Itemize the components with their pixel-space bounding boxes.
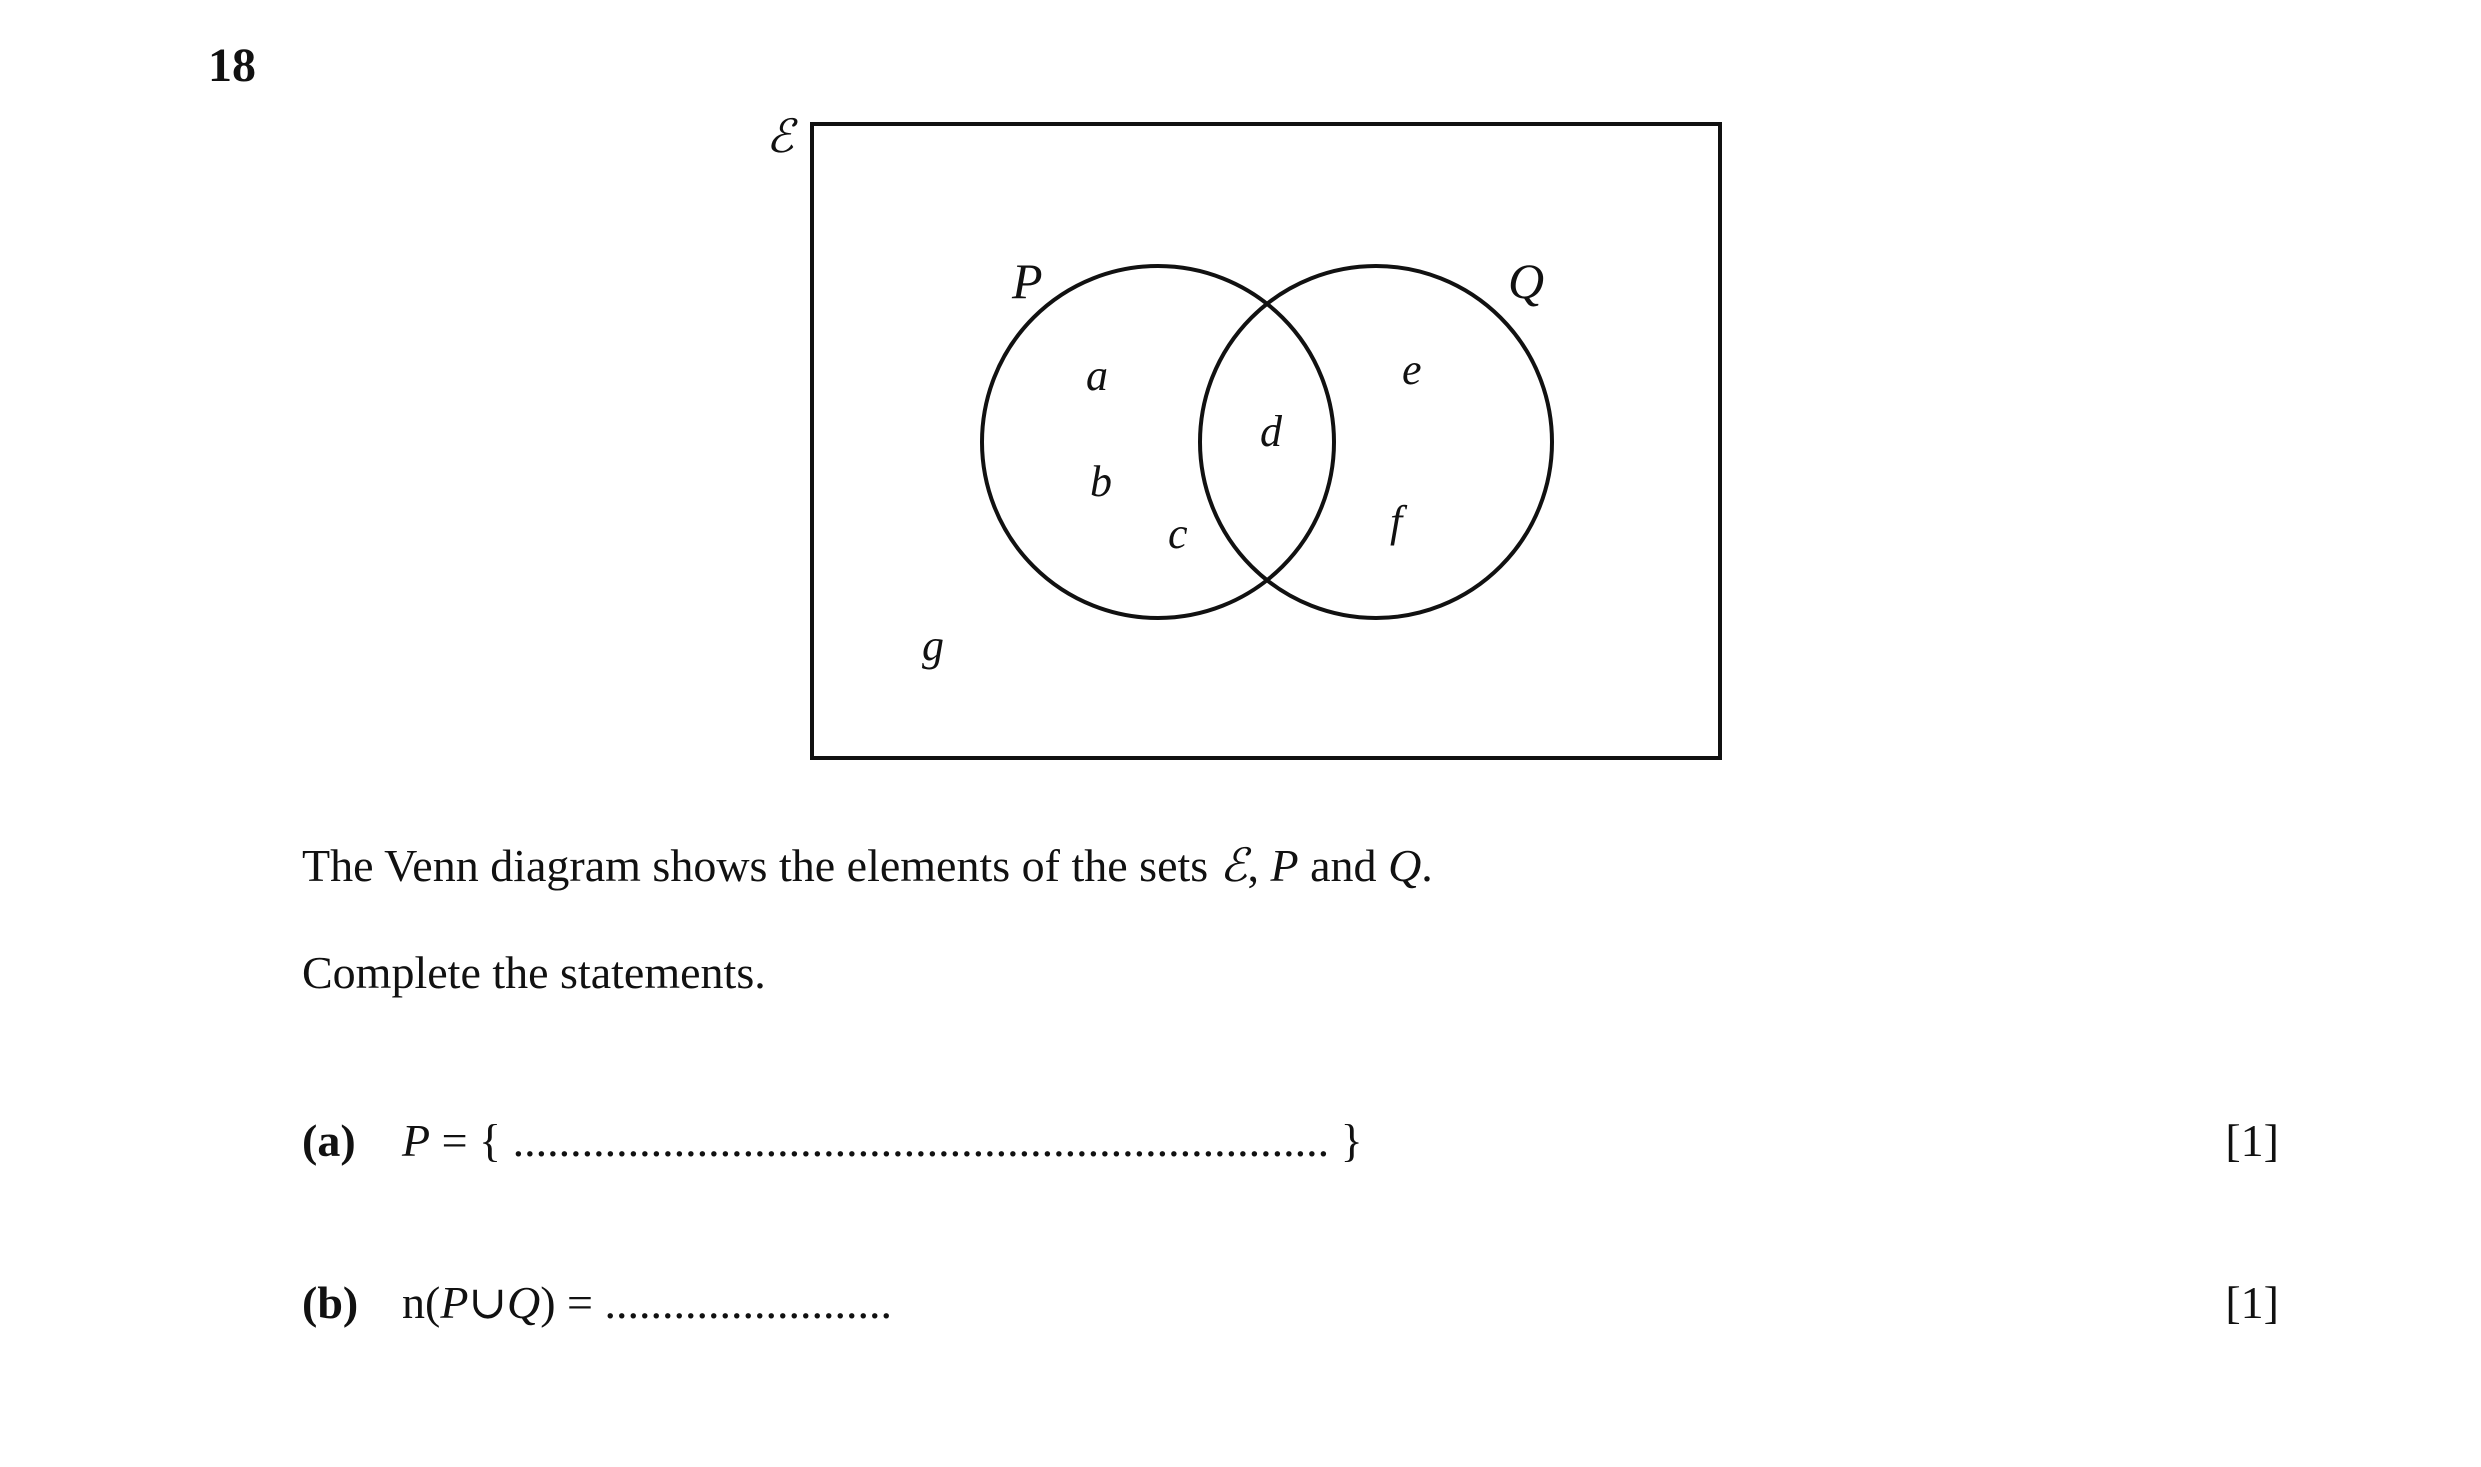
- set-p-label: P: [1012, 253, 1043, 309]
- set-q-circle: [1200, 266, 1552, 618]
- instruction-text: Complete the statements.: [302, 947, 766, 998]
- universal-symbol-inline: ℰ: [1219, 840, 1248, 891]
- part-b-answer-line[interactable]: .........................: [604, 1277, 892, 1328]
- element-e: e: [1402, 345, 1422, 394]
- union-symbol: ∪: [468, 1277, 507, 1328]
- description-text: The Venn diagram shows the elements of the sets ℰ, P and Q.: [302, 840, 1433, 891]
- part-a-answer-line[interactable]: .......................................................................: [512, 1115, 1330, 1166]
- part-b: (b) n(P∪Q) = .........................: [302, 1277, 892, 1328]
- set-q-inline: Q: [1388, 840, 1422, 891]
- element-c: c: [1168, 509, 1188, 558]
- element-b: b: [1090, 457, 1112, 506]
- set-q-label: Q: [1508, 253, 1545, 309]
- element-d: d: [1260, 407, 1282, 456]
- set-p-inline: P: [1270, 840, 1299, 891]
- element-g: g: [922, 621, 944, 670]
- part-a-set: P: [402, 1115, 431, 1166]
- universal-set-symbol: ℰ: [766, 111, 794, 162]
- part-b-label: (b): [302, 1277, 359, 1328]
- element-a: a: [1086, 351, 1108, 400]
- part-a-marks: [1]: [2225, 1115, 2279, 1166]
- part-a: (a) P = { ....................................................................... }: [302, 1115, 1363, 1166]
- part-b-marks: [1]: [2225, 1277, 2279, 1328]
- question-number: 18: [208, 39, 256, 92]
- element-f: f: [1390, 497, 1403, 546]
- part-a-label: (a): [302, 1115, 356, 1166]
